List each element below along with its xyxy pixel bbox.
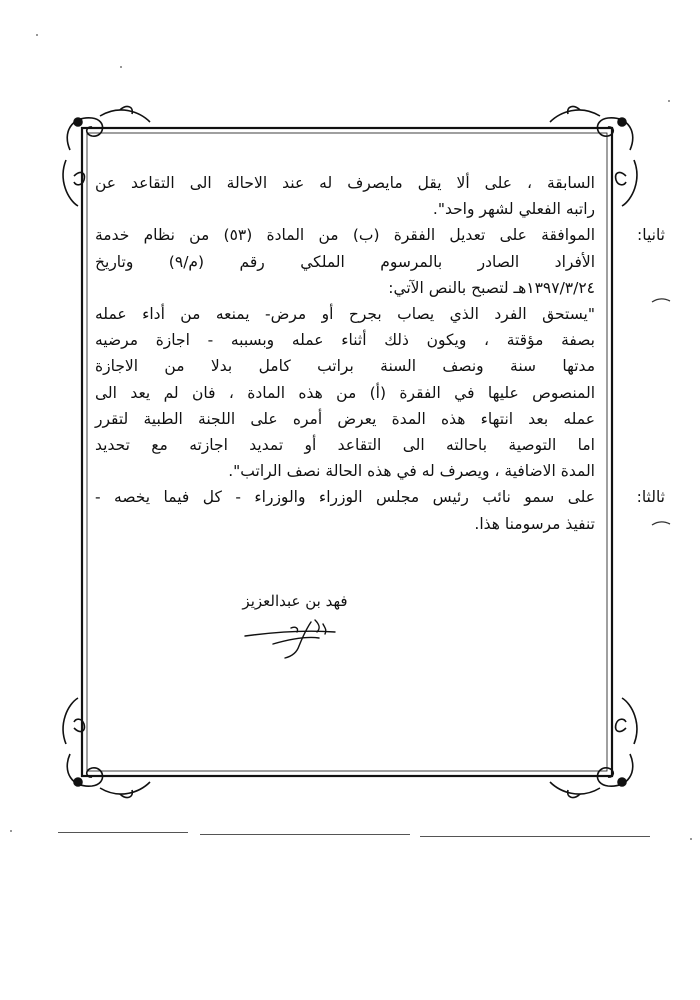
second-clause	[95, 222, 665, 484]
second-line-5: بصفة مؤقتة ، ويكون ذلك أثناء عمله وبسببه - اجازة مرضيه	[95, 331, 595, 350]
scan-line-3	[420, 836, 650, 837]
intro-paragraph	[95, 170, 595, 222]
corner-ornament-bottom-left	[63, 698, 150, 797]
intro-line-2: راتبه الفعلي لشهر واحد".	[432, 200, 595, 219]
corner-ornament-bottom-right	[550, 698, 637, 797]
document-body	[95, 170, 665, 537]
second-line-4: "يستحق الفرد الذي يصاب بجرح أو مرض- يمنعه من أداء عمله	[95, 305, 595, 324]
second-line-10: المدة الاضافية ، ويصرف له في هذه الحالة نصف الراتب".	[228, 462, 595, 481]
scan-speck	[690, 838, 692, 840]
second-line-6: مدتها سنة ونصف السنة براتب كامل بدلا من الاجازة	[95, 357, 595, 376]
scan-speck	[668, 100, 670, 102]
second-line-2: الأفراد الصادر بالمرسوم الملكي رقم (م/٩) وتاريخ	[95, 252, 595, 271]
intro-line-1: السابقة ، على ألا يقل مايصرف له عند الاحالة الى التقاعد عن	[95, 174, 595, 192]
second-line-1: الموافقة على تعديل الفقرة (ب) من المادة (٥٣) من نظام خدمة	[95, 226, 596, 245]
second-clause-label: ثانيا:	[637, 226, 665, 245]
third-clause-label: ثالثا:	[636, 488, 665, 507]
second-line-3: ١٣٩٧/٣/٢٤هـ لتصبح بالنص الآتي:	[388, 278, 595, 297]
handwritten-signature	[215, 612, 375, 662]
scan-line-1	[58, 832, 188, 833]
scan-speck	[120, 66, 122, 68]
scan-speck	[36, 34, 38, 36]
second-line-9: اما التوصية باحالته الى التقاعد أو تمديد اجازته مع تحديد	[95, 436, 595, 455]
margin-mark-lower	[650, 519, 672, 529]
margin-mark-upper	[650, 296, 672, 306]
third-line-2: تنفيذ مرسومنا هذا.	[474, 514, 595, 533]
signatory-name: فهد بن عبدالعزيز	[242, 592, 348, 610]
second-line-7: المنصوص عليها في الفقرة (أ) من هذه المادة ، فان لم يعد الى	[95, 383, 595, 402]
second-line-8: عمله بعد انتهاء هذه المدة يعرض أمره على اللجنة الطبية لتقرر	[95, 409, 595, 428]
scan-speck	[10, 830, 12, 832]
scan-line-2	[200, 834, 410, 835]
signature-block	[215, 592, 375, 662]
third-clause	[95, 484, 665, 536]
third-line-1: على سمو نائب رئيس مجلس الوزراء والوزراء - كل فيما يخصه -	[95, 488, 595, 507]
